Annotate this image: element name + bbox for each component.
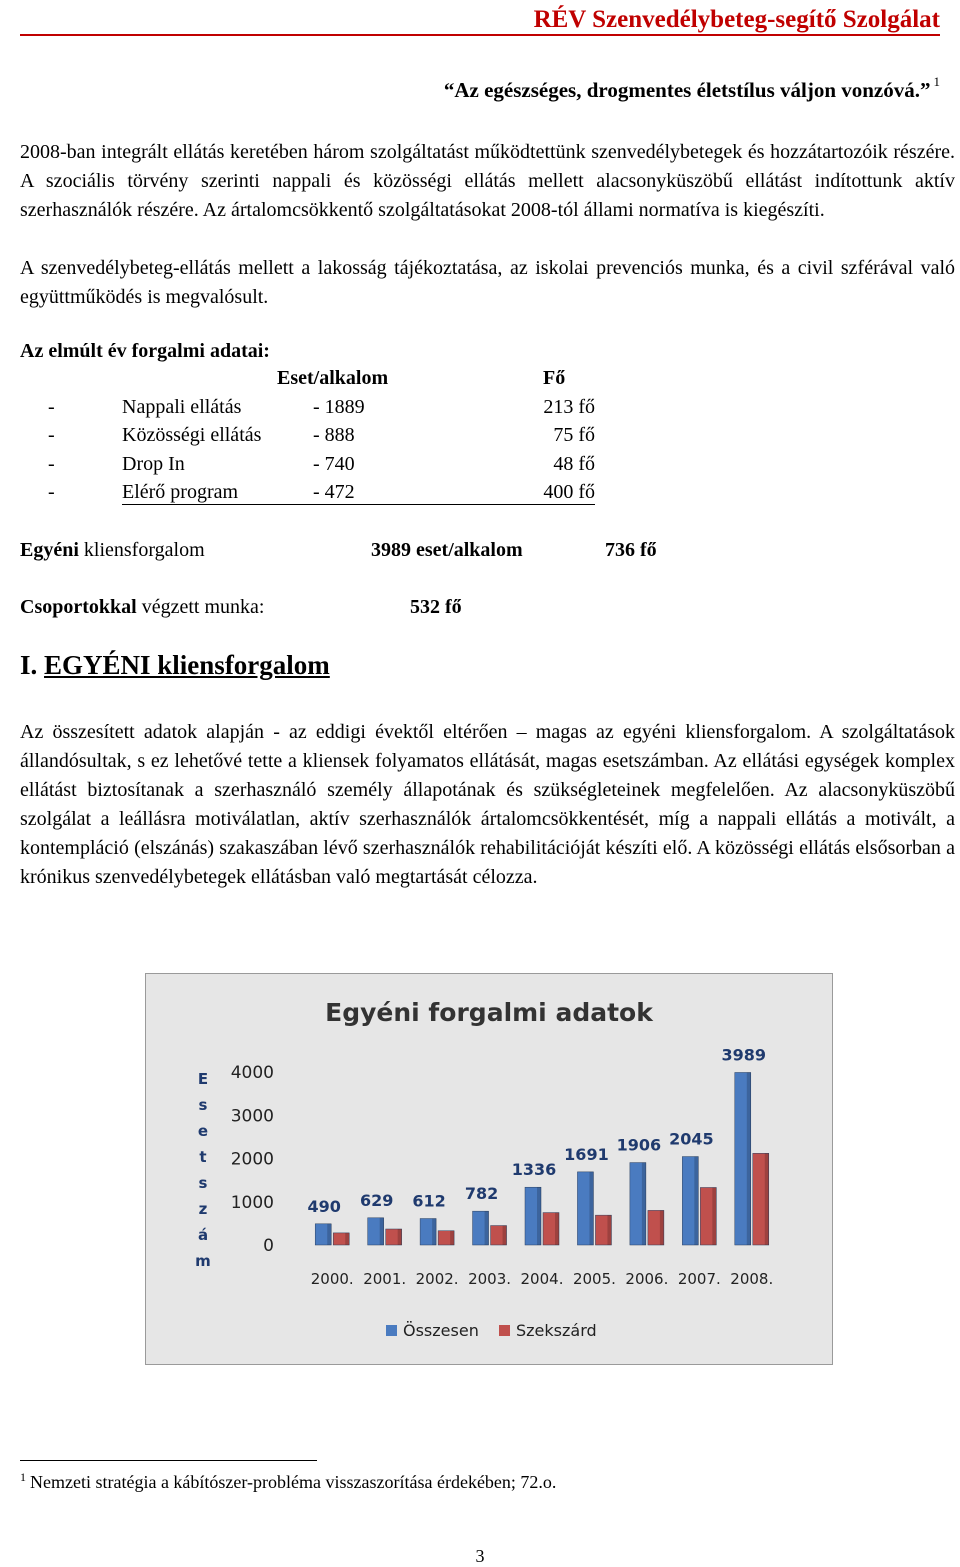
bar-shade (380, 1218, 384, 1245)
data-label: 782 (464, 1184, 499, 1204)
bar-shade (503, 1226, 507, 1245)
row-events: - 888 (313, 424, 355, 446)
bar-shade (747, 1072, 751, 1245)
legend-label: Összesen (403, 1321, 479, 1340)
data-label: 629 (359, 1190, 394, 1210)
y-axis-label-char: m (195, 1252, 211, 1270)
x-tick-label: 2008. (730, 1270, 774, 1288)
individual-label-bold: Egyéni (20, 539, 79, 561)
intro-paragraph-1: 2008-ban integrált ellátás keretében három szolgáltatást működtettünk szenvedélybetegek és hozzátartozóik részére. A szociális törvény szerinti nappali és közösségi ellátás mellett alacsonyküszöbű ellátást indítottunk aktív szerhasználók részére. Az ártalomcsökkentő szolgáltatásokat 2008-tól állami normatíva is kiegészíti. (20, 141, 955, 221)
header-title: RÉV Szenvedélybeteg-segítő Szolgálat (533, 6, 940, 33)
group-label-rest: végzett munka: (141, 596, 265, 618)
row-people: 213 fő (543, 396, 595, 418)
y-tick-label: 0 (263, 1236, 274, 1256)
row-dash: - (48, 453, 55, 475)
footnote (20, 1472, 556, 1493)
data-label: 1336 (511, 1160, 557, 1180)
footnote-text: Nemzeti stratégia a kábítószer-probléma visszaszorítása érdekében; 72.o. (30, 1472, 557, 1492)
data-label: 2045 (669, 1129, 714, 1149)
y-axis-ticks (231, 1063, 274, 1256)
page-header (20, 4, 940, 36)
individual-events: 3989 eset/alkalom (371, 539, 523, 561)
bar-shade (537, 1187, 541, 1245)
legend-swatch (499, 1325, 510, 1336)
y-axis-label-char: t (199, 1148, 207, 1166)
bar-shade (327, 1224, 331, 1245)
y-axis-label-char: z (198, 1200, 208, 1218)
stats-heading: Az elmúlt év forgalmi adatai: (20, 340, 270, 362)
row-dash: - (48, 424, 55, 446)
row-dash: - (48, 481, 55, 503)
bar-chart (145, 973, 833, 1365)
individual-people: 736 fő (605, 539, 657, 561)
bar-shade (398, 1229, 402, 1245)
stats-row (20, 424, 600, 452)
x-tick-label: 2004. (520, 1270, 564, 1288)
y-axis-label (195, 1070, 211, 1270)
data-label: 3989 (721, 1045, 767, 1065)
row-service-name: Közösségi ellátás (122, 424, 262, 446)
stats-row (20, 453, 600, 481)
group-people: 532 fő (410, 596, 462, 618)
bar-shade (642, 1163, 646, 1245)
y-tick-label: 3000 (230, 1106, 274, 1127)
bar-shade (589, 1172, 593, 1245)
group-label-bold: Csoportokkal (20, 596, 137, 618)
table-underline (122, 504, 595, 505)
data-label: 1691 (564, 1144, 609, 1164)
y-tick-label: 1000 (230, 1192, 274, 1213)
bar-shade (432, 1219, 436, 1245)
row-people: 75 fő (553, 424, 595, 446)
chart-legend (386, 1321, 597, 1340)
x-axis-ticks (311, 1270, 774, 1288)
row-dash: - (48, 396, 55, 418)
x-tick-label: 2005. (572, 1270, 616, 1288)
x-tick-label: 2001. (363, 1270, 407, 1288)
col-header-people: Fő (543, 367, 566, 389)
motto (443, 74, 940, 103)
row-people: 48 fő (553, 453, 595, 475)
x-tick-label: 2002. (415, 1270, 459, 1288)
bar-shade (450, 1231, 454, 1245)
legend-swatch (386, 1325, 397, 1336)
bar-shade (607, 1215, 611, 1245)
y-tick-label: 2000 (230, 1149, 274, 1170)
y-axis-label-char: á (197, 1226, 209, 1244)
y-tick-label: 4000 (230, 1063, 274, 1083)
bar-shade (660, 1210, 664, 1245)
body-paragraph: Az összesített adatok alapján - az eddigi évektől eltérően – magas az egyéni kliensforgalom. A szolgáltatások állandósultak, s ez lehetővé tette a kliensek folyamatos ellátását, magas esetszámban. Az ellátási egységek komplex ellátást biztosítanak a szerhasználó személy állapotának és szükségleteinek megfelelően. Az alacsonyküszöbű szolgálat a leállásra motiválatlan, aktív szerhasználók ártalomcsökkentését, míg a nappali ellátás a motivált, a kontempláció (elszánás) szakaszában lévő szerhasználók rehabilitációját készíti elő. A közösségi ellátás elsősorban a krónikus szenvedélybetegek ellátásban való megtartását célozza. (20, 721, 955, 888)
row-people: 400 fő (543, 481, 595, 503)
row-events: - 1889 (313, 396, 365, 418)
chart-title: Egyéni forgalmi adatok (325, 998, 653, 1027)
individual-label-rest: kliensforgalom (83, 539, 205, 561)
row-service-name: Drop In (122, 453, 185, 475)
section-heading (20, 650, 330, 681)
bar-shade (694, 1157, 698, 1245)
col-header-events: Eset/alkalom (277, 367, 389, 389)
chart-bars (315, 1072, 769, 1245)
x-tick-label: 2003. (468, 1270, 512, 1288)
bar-shade (555, 1213, 559, 1245)
row-service-name: Nappali ellátás (122, 396, 242, 418)
footnote-number: 1 (20, 1470, 26, 1484)
motto-text: “Az egészséges, drogmentes életstílus váljon vonzóvá.” (443, 78, 931, 102)
y-axis-label-char: s (198, 1096, 208, 1114)
footnote-ref[interactable]: 1 (933, 74, 940, 89)
section-number: I. (20, 650, 38, 680)
group-summary-label (20, 596, 264, 619)
x-tick-label: 2007. (677, 1270, 721, 1288)
data-label: 612 (412, 1191, 446, 1211)
bar-shade (765, 1153, 769, 1245)
footnote-separator (20, 1460, 317, 1461)
section-title: EGYÉNI kliensforgalom (44, 650, 330, 680)
row-events: - 740 (313, 453, 355, 475)
row-events: - 472 (313, 481, 355, 503)
x-tick-label: 2006. (625, 1270, 669, 1288)
data-label: 490 (307, 1196, 341, 1216)
legend-label: Szekszárd (516, 1321, 597, 1340)
page-number: 3 (475, 1546, 485, 1566)
y-axis-label-char: s (198, 1174, 208, 1192)
chart-canvas (146, 974, 832, 1364)
individual-summary-label (20, 539, 205, 562)
y-axis-label-char: E (197, 1070, 209, 1088)
x-tick-label: 2000. (310, 1270, 354, 1288)
bar-shade (345, 1233, 349, 1245)
data-label: 1906 (616, 1135, 662, 1155)
y-axis-label-char: e (197, 1122, 209, 1140)
bar-shade (712, 1187, 716, 1245)
stats-row (20, 396, 600, 424)
bar-shade (485, 1211, 489, 1245)
intro-paragraph-2: A szenvedélybeteg-ellátás mellett a lakosság tájékoztatása, az iskolai prevenciós munka, és a civil szférával való együttműködés is megvalósult. (20, 257, 955, 308)
row-service-name: Elérő program (122, 481, 239, 503)
